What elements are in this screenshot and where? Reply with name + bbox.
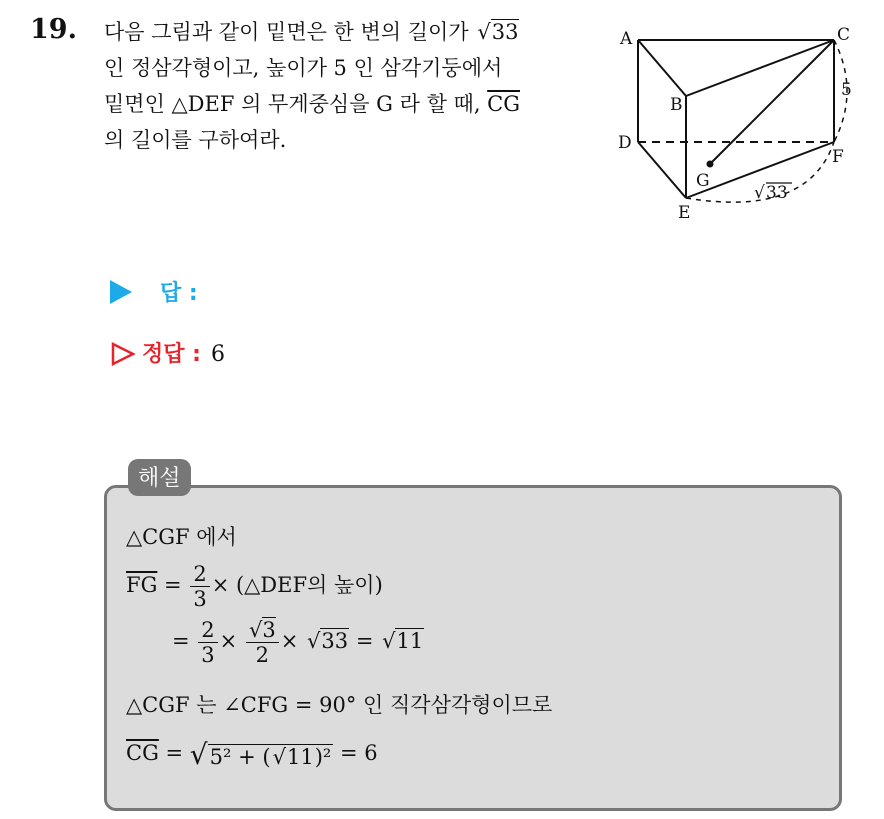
answer-label: 답 : [160,281,198,306]
prism-figure [608,18,868,233]
correct-answer-label: 정답 : [142,342,201,367]
triangle-outline-icon [110,342,136,366]
solution-line-3: = $\frac{2}{3}$ × $\frac{√3}{2}$ × √33 = √11 [172,618,424,667]
correct-answer-row [110,337,225,368]
label-B: B [670,95,683,115]
edge-BC [686,40,834,96]
label-A: A [620,29,633,49]
fraction-2-3: $\frac{2}{3}$ [190,562,209,611]
label-D: D [618,133,632,153]
solution-line-5: $\overline{CG} = √5^2 + (√11)^2 = 6$ [126,738,378,771]
play-icon [110,280,132,304]
label-side-root: √ [754,183,765,203]
solution-line-1: △CGF 에서 [126,525,237,549]
sqrt-33: √33 [477,20,519,44]
point-G [707,161,714,168]
solution-line-4: △CGF 는 ∠CFG = 90° 인 직각삼각형이므로 [126,693,553,717]
solution-line-2: $\overline{FG}$ = $\frac{2}{3}$ × (△DEF의 높이) [126,562,383,611]
question-text [104,14,604,158]
question-line-3-text: 밑면인 △DEF 의 무게중심을 G 라 할 때, [104,92,488,116]
answer-row [110,276,198,307]
question-line-3 [104,86,604,122]
label-F: F [832,147,844,167]
label-height: 5 [841,80,852,100]
edge-DE [638,142,686,198]
label-E: E [678,203,691,223]
edge-AB [638,40,686,96]
correct-answer-value: 6 [210,342,225,367]
question-line-1 [104,14,604,50]
label-G: G [696,171,710,191]
question-number: 19. [30,14,77,45]
segment-CG-line [710,40,834,164]
question-line-2: 인 정삼각형이고, 높이가 5 인 삼각기둥에서 [104,56,503,80]
question-line-1-text: 다음 그림과 같이 밑면은 한 변의 길이가 [104,20,476,44]
solution-tag: 해설 [128,459,191,496]
label-C: C [837,25,851,45]
label-side: 33 [766,183,788,203]
segment-cg: $\overline{CG}$ [487,92,521,116]
question-line-4: 의 길이를 구하여라. [104,128,287,152]
